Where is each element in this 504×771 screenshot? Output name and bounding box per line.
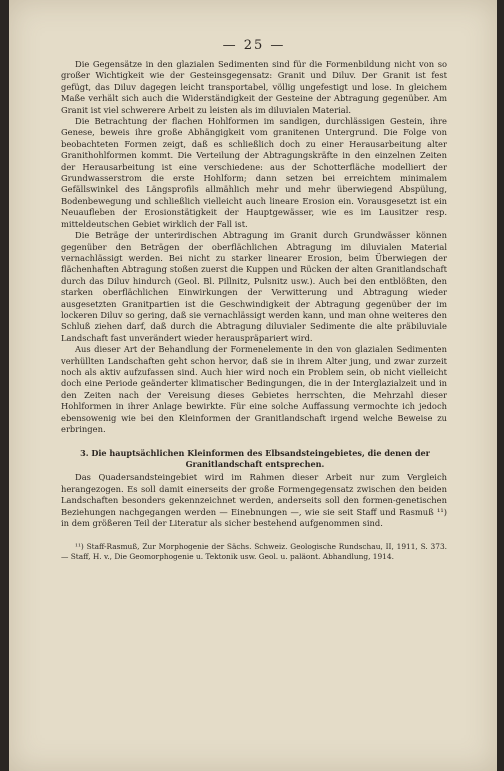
body-paragraph-4: Aus dieser Art der Behandlung der Formenelemente in den von glazialen Sedimenten verhüllten Landschaften geht schon hervor, daß sie in ihrem Alter jung, und zwar zurzeit noch als aktiv aufzufassen sind. Auch hier wird noch ein Problem sein, ob nicht vielleicht doch eine Periode geänderter klimatischer Bedingungen, die in der Interglazialzeit und in den Zeiten nach der Vereisung dieses Gebietes herrschten, die Mehrzahl dieser Hohlformen in ihrer Anlage bewirkte. Für eine solche Auffassung vermochte ich jedoch ebensowenig wie bei den Kleinformen der Granitlandschaft irgend welche Beweise zu erbringen. xyxy=(61,344,447,434)
body-paragraph-3: Die Beträge der unterirdischen Abtragung im Granit durch Grundwässer können gegenüber den Beträgen der oberflächlichen Abtragung im diluvialen Material vernachlässigt werden. Bei nicht zu starker linearer Erosion, beim Überwiegen der flächenhaften Abtragung stoßen zuerst die Kuppen und Rücken der alten Granitlandschaft durch das Diluv hindurch (Geol. Bl. Pillnitz, Pulsnitz usw.). Auch bei den entblößten, den starken oberflächlichen Einwirkungen der Verwitterung und Abtragung wieder ausgesetzten Granitpartien ist die Geschwindigkeit der Abtragung gegenüber der im lockeren Diluv so gering, daß sie vernachlässigt werden kann, und man ohne weiteres den Schluß ziehen darf, daß durch die Abtragung diluvialer Sedimente die alte präbiluviale Landschaft fast unverändert wieder herauspräpariert wird. xyxy=(61,230,447,343)
body-paragraph-1: Die Gegensätze in den glazialen Sedimenten sind für die Formenbildung nicht von so großer Wichtigkeit wie der Gesteinsgegensatz: Granit und Diluv. Der Granit ist fest gefügt, das Diluv dagegen leicht transportabel, völlig ungefestigt und lose. In gleichem Maße verhält sich auch die Widerständigkeit der Gesteine der Abtragung gegenüber. Am Granit ist viel schwerere Arbeit zu leisten als im diluvialen Material. xyxy=(61,59,447,115)
footnote: ¹¹) Staff-Rasmuß, Zur Morphogenie der Sächs. Schweiz. Geologische Rundschau, II, 1911, S. 373. — Staff, H. v., Die Geomorphogenie u. Tektonik usw. Geol. u. paläont. Abhandlung, 1914. xyxy=(61,542,447,562)
body-paragraph-2: Die Betrachtung der flachen Hohlformen im sandigen, durchlässigen Gestein, ihre Genese, beweis ihre große Abhängigkeit vom granitenen Untergrund. Die Folge von beobachteten Formen zeigt, daß es schließlich doch zu einer Herausarbeitung alter Granithohlformen kommt. Die Verteilung der Abtragungskräfte in den einzelnen Zeiten der Herausarbeitung ist eine verschiedene: aus der Schotterfläche modelliert der Grundwasserstrom die erste Hohlform; dann setzen bei erreichtem minimalem Gefällswinkel des Längsprofils allmählich mehr und mehr überwiegend Abspülung, Bodenbewegung und schließlich vielleicht auch lineare Erosion ein. Vorausgesetzt ist ein Neuaufleben der Erosionstätigkeit der Hauptgewässer, wie es im Lausitzer resp. mitteldeutschen Gebiet wirklich der Fall ist. xyxy=(61,116,447,229)
page-number: — 25 — xyxy=(222,38,286,53)
page-content xyxy=(61,38,447,562)
section-paragraph: Das Quadersandsteingebiet wird im Rahmen dieser Arbeit nur zum Vergleich herangezogen. Es soll damit einerseits der große Formengegensatz zwischen den beiden Landschaften besonders gekennzeichnet werden, anderseits soll den formen-genetischen Beziehungen nachgegangen werden — Einebnungen —, wie sie seit Staff und Rasmuß ¹¹) in dem größeren Teil der Literatur als sicher bestehend aufgenommen sind. xyxy=(61,472,447,529)
section-heading: 3. Die hauptsächlichen Kleinformen des Elbsandsteingebietes, die denen der Granitlandschaft entsprechen. xyxy=(80,448,430,470)
book-page xyxy=(9,0,497,771)
